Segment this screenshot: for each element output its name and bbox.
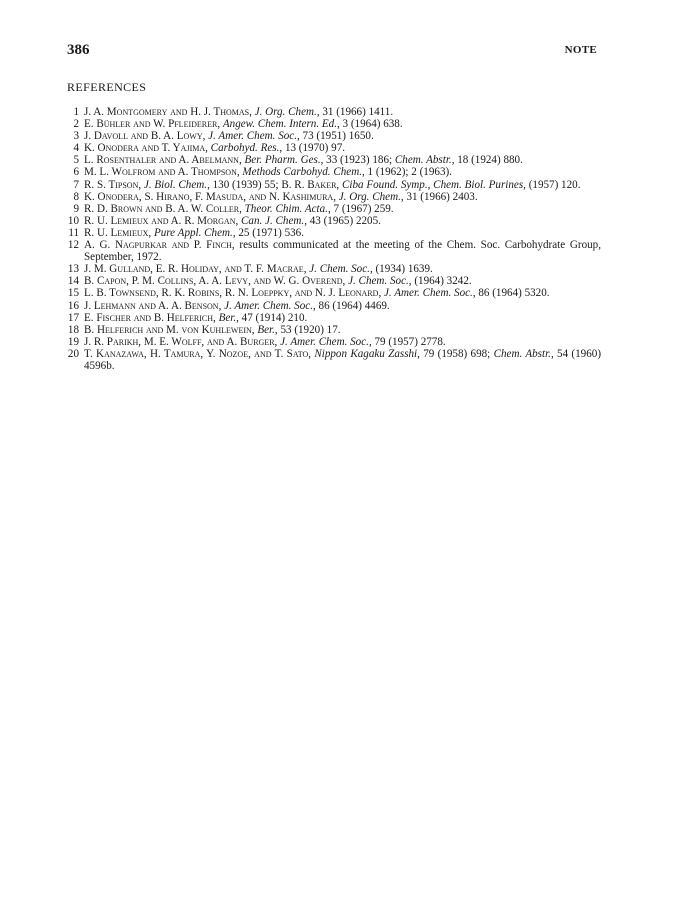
reference-journal: Chem. Abstr.	[394, 154, 452, 167]
reference-journal: Ciba Found. Symp., Chem. Biol. Purines	[341, 178, 524, 191]
reference-authors: L. B. Townsend, R. K. Robins, R. N. Loeppky, and N. J. Leonard	[84, 287, 379, 300]
reference-text: , 73 (1951) 1650.	[297, 130, 374, 143]
reference-item	[67, 263, 601, 275]
reference-journal: J. Amer. Chem. Soc.	[208, 130, 297, 143]
reference-journal: J. Chem. Soc.	[348, 275, 409, 288]
reference-number: 8	[73, 190, 79, 203]
reference-text: , 31 (1966) 1411.	[316, 106, 394, 118]
reference-journal: Theor. Chim. Acta.	[244, 202, 328, 215]
reference-text: , 130 (1939) 55;	[207, 178, 282, 191]
reference-number: 14	[67, 275, 79, 288]
reference-authors: R. D. Brown and B. A. W. Coller	[84, 202, 240, 215]
reference-item	[67, 179, 601, 191]
reference-text: , 31 (1966) 2403.	[400, 190, 478, 203]
reference-authors: J. Davoll and B. A. Lowy	[84, 130, 203, 143]
reference-number: 3	[73, 130, 79, 143]
reference-text: ,	[148, 226, 154, 239]
reference-text: , 54 (1960) 4596b.	[84, 347, 602, 372]
reference-text: , 53 (1920) 17.	[274, 323, 341, 336]
reference-number: 6	[73, 166, 79, 179]
reference-journal: Ber.	[257, 323, 275, 336]
reference-item	[67, 166, 601, 178]
reference-number: 11	[68, 226, 79, 239]
reference-authors: R. S. Tipson	[84, 178, 139, 191]
reference-text: ,	[249, 106, 255, 118]
reference-text: , 79 (1958) 698;	[417, 347, 494, 360]
reference-authors: T. Kanazawa, H. Tamura, Y. Nozoe, and T. Sato	[84, 347, 309, 360]
reference-text: ,	[333, 190, 339, 203]
reference-text: ,	[205, 142, 211, 155]
reference-text: , 13 (1970) 97.	[279, 142, 346, 155]
reference-text: , 86 (1964) 5320.	[472, 287, 550, 300]
reference-text: ,	[236, 166, 243, 179]
reference-text: , 3 (1964) 638.	[337, 118, 403, 131]
reference-text: ,	[239, 202, 245, 215]
reference-journal: Pure Appl. Chem.	[153, 226, 233, 239]
reference-item	[67, 300, 601, 312]
reference-text: ,	[342, 275, 349, 288]
reference-item	[67, 312, 601, 324]
reference-journal: Chem. Abstr.	[493, 347, 551, 360]
reference-number: 16	[67, 299, 79, 312]
reference-authors: B. R. Baker	[281, 178, 337, 191]
reference-text: , (1964) 3242.	[408, 275, 472, 288]
reference-text: ,	[336, 178, 342, 191]
reference-item	[67, 239, 601, 263]
reference-authors: E. Fischer and B. Helferich	[84, 311, 214, 324]
reference-authors: B. Helferich and M. von Kuhlewein	[84, 323, 252, 336]
reference-item	[67, 348, 601, 372]
reference-authors: J. A. Montgomery and H. J. Thomas	[84, 106, 250, 118]
reference-item	[67, 275, 601, 287]
reference-text: , results communicated at the meeting of the Chem. Soc. Carbohydrate Group, September, 1972.	[84, 239, 601, 264]
reference-text: , 7 (1967) 259.	[327, 202, 394, 215]
reference-item	[67, 203, 601, 215]
reference-item	[67, 118, 601, 130]
reference-item	[67, 324, 601, 336]
reference-journal: Ber. Pharm. Ges.	[244, 154, 321, 167]
reference-number: 9	[73, 202, 79, 215]
reference-text: , 25 (1971) 536.	[232, 226, 305, 239]
reference-item	[67, 154, 601, 166]
reference-text: ,	[202, 130, 209, 143]
reference-number: 4	[73, 142, 79, 155]
reference-text: , 47 (1914) 210.	[236, 311, 308, 324]
reference-text: , 79 (1957) 2778.	[368, 335, 446, 348]
reference-number: 12	[67, 239, 79, 252]
reference-number: 18	[67, 323, 79, 336]
reference-text: ,	[378, 287, 384, 300]
reference-authors: K. Onodera and T. Yajima	[84, 142, 206, 155]
reference-authors: B. Capon, P. M. Collins, A. A. Levy, and W. G. Overend	[84, 275, 343, 288]
reference-text: ,	[238, 154, 245, 167]
reference-number: 7	[73, 178, 79, 191]
reference-text: ,	[138, 178, 144, 191]
reference-authors: K. Onodera, S. Hirano, F. Masuda, and N. Kashimura	[84, 190, 334, 203]
reference-journal: J. Org. Chem.	[254, 106, 317, 118]
reference-number: 1	[73, 106, 79, 118]
reference-text: ,	[235, 214, 242, 227]
reference-text: ,	[303, 263, 310, 276]
reference-journal: J. Biol. Chem.	[143, 178, 208, 191]
page-number: 386	[67, 42, 90, 58]
reference-text: , 43 (1965) 2205.	[304, 214, 381, 227]
reference-text: , 33 (1923) 186;	[320, 154, 395, 167]
reference-journal: J. Amer. Chem. Soc.	[224, 299, 313, 312]
reference-item	[67, 142, 601, 154]
reference-text: ,	[251, 323, 258, 336]
reference-authors: R. U. Lemieux and A. R. Morgan	[84, 214, 236, 227]
reference-text: ,	[218, 299, 225, 312]
reference-text: ,	[217, 118, 223, 131]
running-head	[67, 42, 597, 62]
reference-item	[67, 215, 601, 227]
reference-authors: R. U. Lemieux	[84, 226, 149, 239]
reference-text: , 18 (1924) 880.	[451, 154, 523, 167]
reference-authors: L. Rosenthaler and A. Abelmann	[84, 154, 239, 167]
reference-number: 15	[67, 287, 79, 300]
reference-number: 20	[67, 347, 79, 360]
reference-journal: J. Chem. Soc.	[309, 263, 370, 276]
reference-authors: E. Bühler and W. Pfleiderer	[84, 118, 218, 131]
reference-text: , 1 (1962); 2 (1963).	[361, 166, 452, 179]
reference-journal: Nippon Kagaku Zasshi	[314, 347, 418, 360]
reference-authors: J. R. Parikh, M. E. Wolff, and A. Burger	[84, 335, 275, 348]
reference-journal: J. Org. Chem.	[338, 190, 401, 203]
reference-number: 13	[67, 263, 79, 276]
reference-item	[67, 191, 601, 203]
reference-text: ,	[213, 311, 219, 324]
reference-item	[67, 336, 601, 348]
reference-journal: J. Amer. Chem. Soc.	[280, 335, 369, 348]
reference-text: ,	[308, 347, 315, 360]
reference-number: 17	[67, 311, 79, 324]
reference-journal: Ber.	[218, 311, 237, 324]
section-label: NOTE	[564, 44, 597, 56]
reference-authors: J. M. Gulland, E. R. Holiday, and T. F. Macrae	[84, 263, 304, 276]
reference-authors: M. L. Wolfrom and A. Thompson	[84, 166, 237, 179]
reference-number: 19	[67, 335, 79, 348]
reference-item	[67, 227, 601, 239]
reference-authors: J. Lehmann and A. A. Benson	[84, 299, 219, 312]
reference-item	[67, 106, 601, 118]
reference-item	[67, 287, 601, 299]
references-heading: REFERENCES	[67, 80, 147, 94]
reference-list	[67, 106, 601, 372]
reference-journal: Methods Carbohyd. Chem.	[242, 166, 362, 179]
reference-journal: Carbohyd. Res.	[210, 142, 280, 155]
reference-text: ,	[274, 335, 281, 348]
reference-authors: A. G. Nagpurkar and P. Finch	[84, 239, 232, 252]
reference-item	[67, 130, 601, 142]
reference-text: , (1934) 1639.	[369, 263, 433, 276]
reference-number: 10	[67, 214, 79, 227]
reference-journal: Can. J. Chem.	[241, 214, 305, 227]
reference-journal: Angew. Chem. Intern. Ed.	[222, 118, 337, 131]
reference-journal: J. Amer. Chem. Soc.	[383, 287, 473, 300]
reference-text: , (1957) 120.	[523, 178, 581, 191]
reference-text: , 86 (1964) 4469.	[312, 299, 390, 312]
reference-number: 5	[73, 154, 79, 167]
reference-number: 2	[73, 118, 79, 131]
